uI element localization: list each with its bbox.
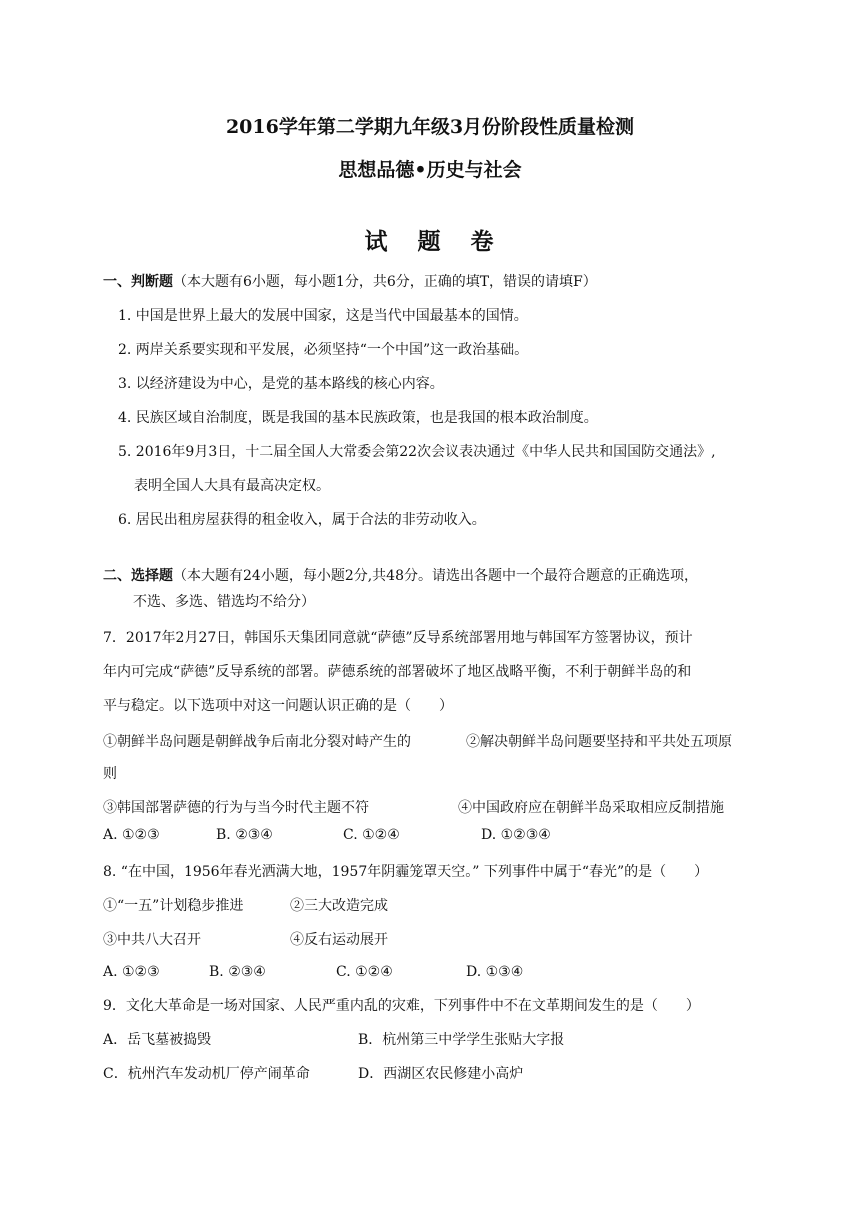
question-9-option-c: C．杭州汽车发动机厂停产闹革命 (103, 1066, 310, 1082)
question-7-option-a: A. ①②③ (103, 827, 160, 843)
question-9-option-a: A．岳飞墓被捣毁 (103, 1032, 212, 1048)
question-9-stem: 9．文化大革命是一场对国家、人民严重内乱的灾难，下列事件中不在文革期间发生的是（ ） (103, 998, 700, 1014)
heading-char: 试 (364, 228, 390, 255)
exam-paper-heading (0, 226, 860, 258)
question-7-statement-continuation: 则 (103, 766, 117, 782)
question-8-statement: ③中共八大召开 (103, 932, 201, 948)
question-8-option-d: D. ①③④ (466, 964, 524, 980)
heading-char: 题 (417, 228, 443, 255)
question-7-statement: ③韩国部署萨德的行为与当今时代主题不符 (103, 800, 369, 816)
section2-label: 二、选择题 (103, 568, 173, 584)
question-9-option-d: D．西湖区农民修建小高炉 (358, 1066, 524, 1082)
judgment-item: 1. 中国是世界上最大的发展中国家，这是当代中国最基本的国情。 (118, 308, 528, 324)
question-9-option-b: B．杭州第三中学学生张贴大字报 (358, 1032, 565, 1048)
judgment-item: 6. 居民出租房屋获得的租金收入，属于合法的非劳动收入。 (118, 512, 486, 528)
question-7-option-d: D. ①②③④ (481, 827, 551, 843)
question-7-option-c: C. ①②④ (343, 827, 400, 843)
question-7-stem: 平与稳定。以下选项中对这一问题认识正确的是（ ） (103, 698, 453, 714)
question-7-option-b: B. ②③④ (216, 827, 273, 843)
heading-char: 卷 (470, 228, 496, 255)
exam-title: 2016学年第二学期九年级3月份阶段性质量检测 (225, 116, 635, 138)
judgment-item: 2. 两岸关系要实现和平发展，必须坚持“一个中国”这一政治基础。 (118, 342, 529, 358)
question-8-option-c: C. ①②④ (336, 964, 393, 980)
question-7-statement: ①朝鲜半岛问题是朝鲜战争后南北分裂对峙产生的 (103, 734, 411, 750)
question-7-statement: ④中国政府应在朝鲜半岛采取相应反制措施 (458, 800, 724, 816)
section2-heading (103, 566, 698, 586)
question-7-stem: 年内可完成“萨德”反导系统的部署。萨德系统的部署破坏了地区战略平衡，不利于朝鲜半岛的和 (103, 664, 692, 680)
section1-heading (103, 272, 597, 292)
question-8-statement: ②三大改造完成 (290, 898, 388, 914)
exam-subject: 思想品德•历史与社会 (338, 159, 522, 181)
section2-note: （本大题有24小题，每小题2分,共48分。请选出各题中一个最符合题意的正确选项， (173, 568, 698, 584)
judgment-item: 3. 以经济建设为中心，是党的基本路线的核心内容。 (118, 376, 444, 392)
judgment-item: 4. 民族区域自治制度，既是我国的基本民族政策，也是我国的根本政治制度。 (118, 410, 598, 426)
question-8-statement: ①“一五”计划稳步推进 (103, 898, 244, 914)
question-7-statement: ②解决朝鲜半岛问题要坚持和平共处五项原 (466, 734, 732, 750)
question-8-option-b: B. ②③④ (209, 964, 266, 980)
section1-label: 一、判断题 (103, 274, 173, 290)
judgment-item-continuation: 表明全国人大具有最高决定权。 (134, 478, 330, 494)
question-8-stem: 8. “在中国，1956年春光洒满大地，1957年阴霾笼罩天空。” 下列事件中属于“春光”的是（ ） (103, 864, 709, 880)
question-8-option-a: A. ①②③ (103, 964, 160, 980)
question-8-statement: ④反右运动展开 (290, 932, 388, 948)
section1-note: （本大题有6小题，每小题1分，共6分，正确的填T，错误的请填F） (173, 274, 597, 290)
section2-note-continuation: 不选、多选、错选均不给分） (133, 594, 315, 610)
question-7-stem: 7．2017年2月27日，韩国乐天集团同意就“萨德”反导系统部署用地与韩国军方签署协议，预计 (103, 630, 693, 646)
judgment-item: 5. 2016年9月3日，十二届全国人大常委会第22次会议表决通过《中华人民共和国国防交通法》, (118, 444, 716, 460)
